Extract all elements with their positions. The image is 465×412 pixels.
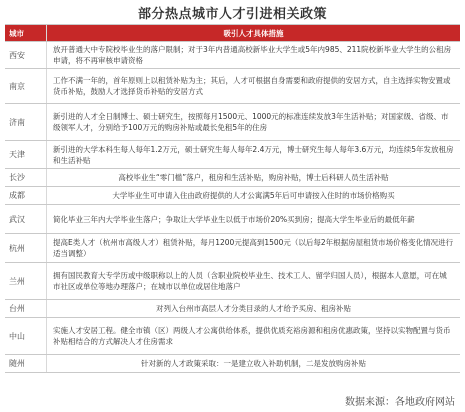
row-city: 台州 xyxy=(5,300,47,317)
table-row xyxy=(5,318,460,355)
table-row xyxy=(5,169,460,187)
row-policy xyxy=(47,141,460,168)
row-policy-text: 实施人才安居工程。健全市镇（区）两级人才公寓供给体系，提供优质充裕房源和租房优惠政策，坚持以实物配置与货币补贴相结合的方式解决人才住房需求 xyxy=(53,326,451,346)
row-city: 南京 xyxy=(5,69,47,103)
row-policy-text: 简化毕业三年内大学毕业生落户；争取让大学毕业生以低于市场价20%买到房；提高大学生毕业后的最低年薪 xyxy=(53,214,415,224)
table-row xyxy=(5,355,460,373)
row-policy-text: 对列入台州市高层人才分类目录的人才给予买房、租房补贴 xyxy=(156,304,351,313)
row-policy-text: 放开普通大中专院校毕业生的落户限制；对于3年内普通高校新毕业大学生或5年内985、211院校新毕业大学生的公租房申请，将不再审核申请资格 xyxy=(53,45,452,65)
row-city: 杭州 xyxy=(5,234,47,262)
row-city: 西安 xyxy=(5,42,47,68)
row-policy xyxy=(47,205,460,233)
row-policy xyxy=(47,69,460,103)
row-policy-text: 高校毕业生“零门槛”落户，租房和生活补贴，购房补贴，博士后科研人员生活补贴 xyxy=(118,173,389,182)
table-row xyxy=(5,263,460,300)
table-header-row xyxy=(5,25,460,42)
row-policy xyxy=(47,355,460,372)
row-policy xyxy=(47,187,460,204)
table-row xyxy=(5,141,460,169)
row-policy-text: 新引进的大学本科生每人每年1.2万元，硕士研究生每人每年2.4万元，博士研究生每人每年3.6万元，均连续5年发放租房和生活补贴 xyxy=(53,144,454,165)
row-policy-text: 大学毕业生可申请入住由政府提供的人才公寓满5年后可申请按入住时的市场价格购买 xyxy=(112,191,395,200)
header-policy: 吸引人才具体措施 xyxy=(223,28,284,38)
policy-table xyxy=(5,24,460,373)
row-city: 成都 xyxy=(5,187,47,204)
row-city: 天津 xyxy=(5,141,47,168)
table-row xyxy=(5,69,460,104)
table-row xyxy=(5,205,460,234)
row-policy xyxy=(47,42,460,68)
row-city: 长沙 xyxy=(5,169,47,186)
row-policy-text: 针对新的人才政策采取：一是建立收入补助机制，二是发放购房补贴 xyxy=(141,359,366,368)
row-policy xyxy=(47,169,460,186)
table-row xyxy=(5,234,460,263)
row-city: 武汉 xyxy=(5,205,47,233)
row-policy xyxy=(47,234,460,262)
row-policy-text: 拥有国民教育大专学历或中级职称以上的人员（含职业院校毕业生、技术工人、留学归国人员），根据本人意愿，可在城市社区或单位等地办理落户；在城市以单位或居住地落户 xyxy=(53,271,447,291)
row-city: 济南 xyxy=(5,104,47,140)
row-policy xyxy=(47,263,460,299)
row-policy xyxy=(47,104,460,140)
row-policy-text: 新引进的人才全日制博士、硕士研究生，按照每月1500元、1000元的标准连续发放3年生活补贴；对国家级、省级、市级领军人才，分别给予100万元的购房补贴或最长免租5年的住房 xyxy=(53,112,449,132)
row-policy-text: 工作不满一年的，首年原则上以租赁补贴为主；其后，人才可根据自身需要和政府提供的安居方式，自主选择实物安置或货币补贴，鼓励人才选择货币补贴的安居方式 xyxy=(53,76,451,96)
row-policy-text: 提高E类人才（杭州市高级人才）租赁补贴，每月1200元提高到1500元（以后每2年根据房屋租赁市场价格变化情况进行适当调整） xyxy=(53,238,454,258)
header-city: 城市 xyxy=(5,25,47,41)
table-row xyxy=(5,104,460,141)
table-row xyxy=(5,187,460,205)
row-city: 中山 xyxy=(5,318,47,354)
table-row xyxy=(5,42,460,69)
row-policy xyxy=(47,318,460,354)
row-city: 随州 xyxy=(5,355,47,372)
row-city: 兰州 xyxy=(5,263,47,299)
table-title: 部分热点城市人才引进相关政策 xyxy=(137,7,327,22)
data-source: 数据来源：各地政府网站 xyxy=(345,397,455,408)
row-policy xyxy=(47,300,460,317)
table-row xyxy=(5,300,460,318)
